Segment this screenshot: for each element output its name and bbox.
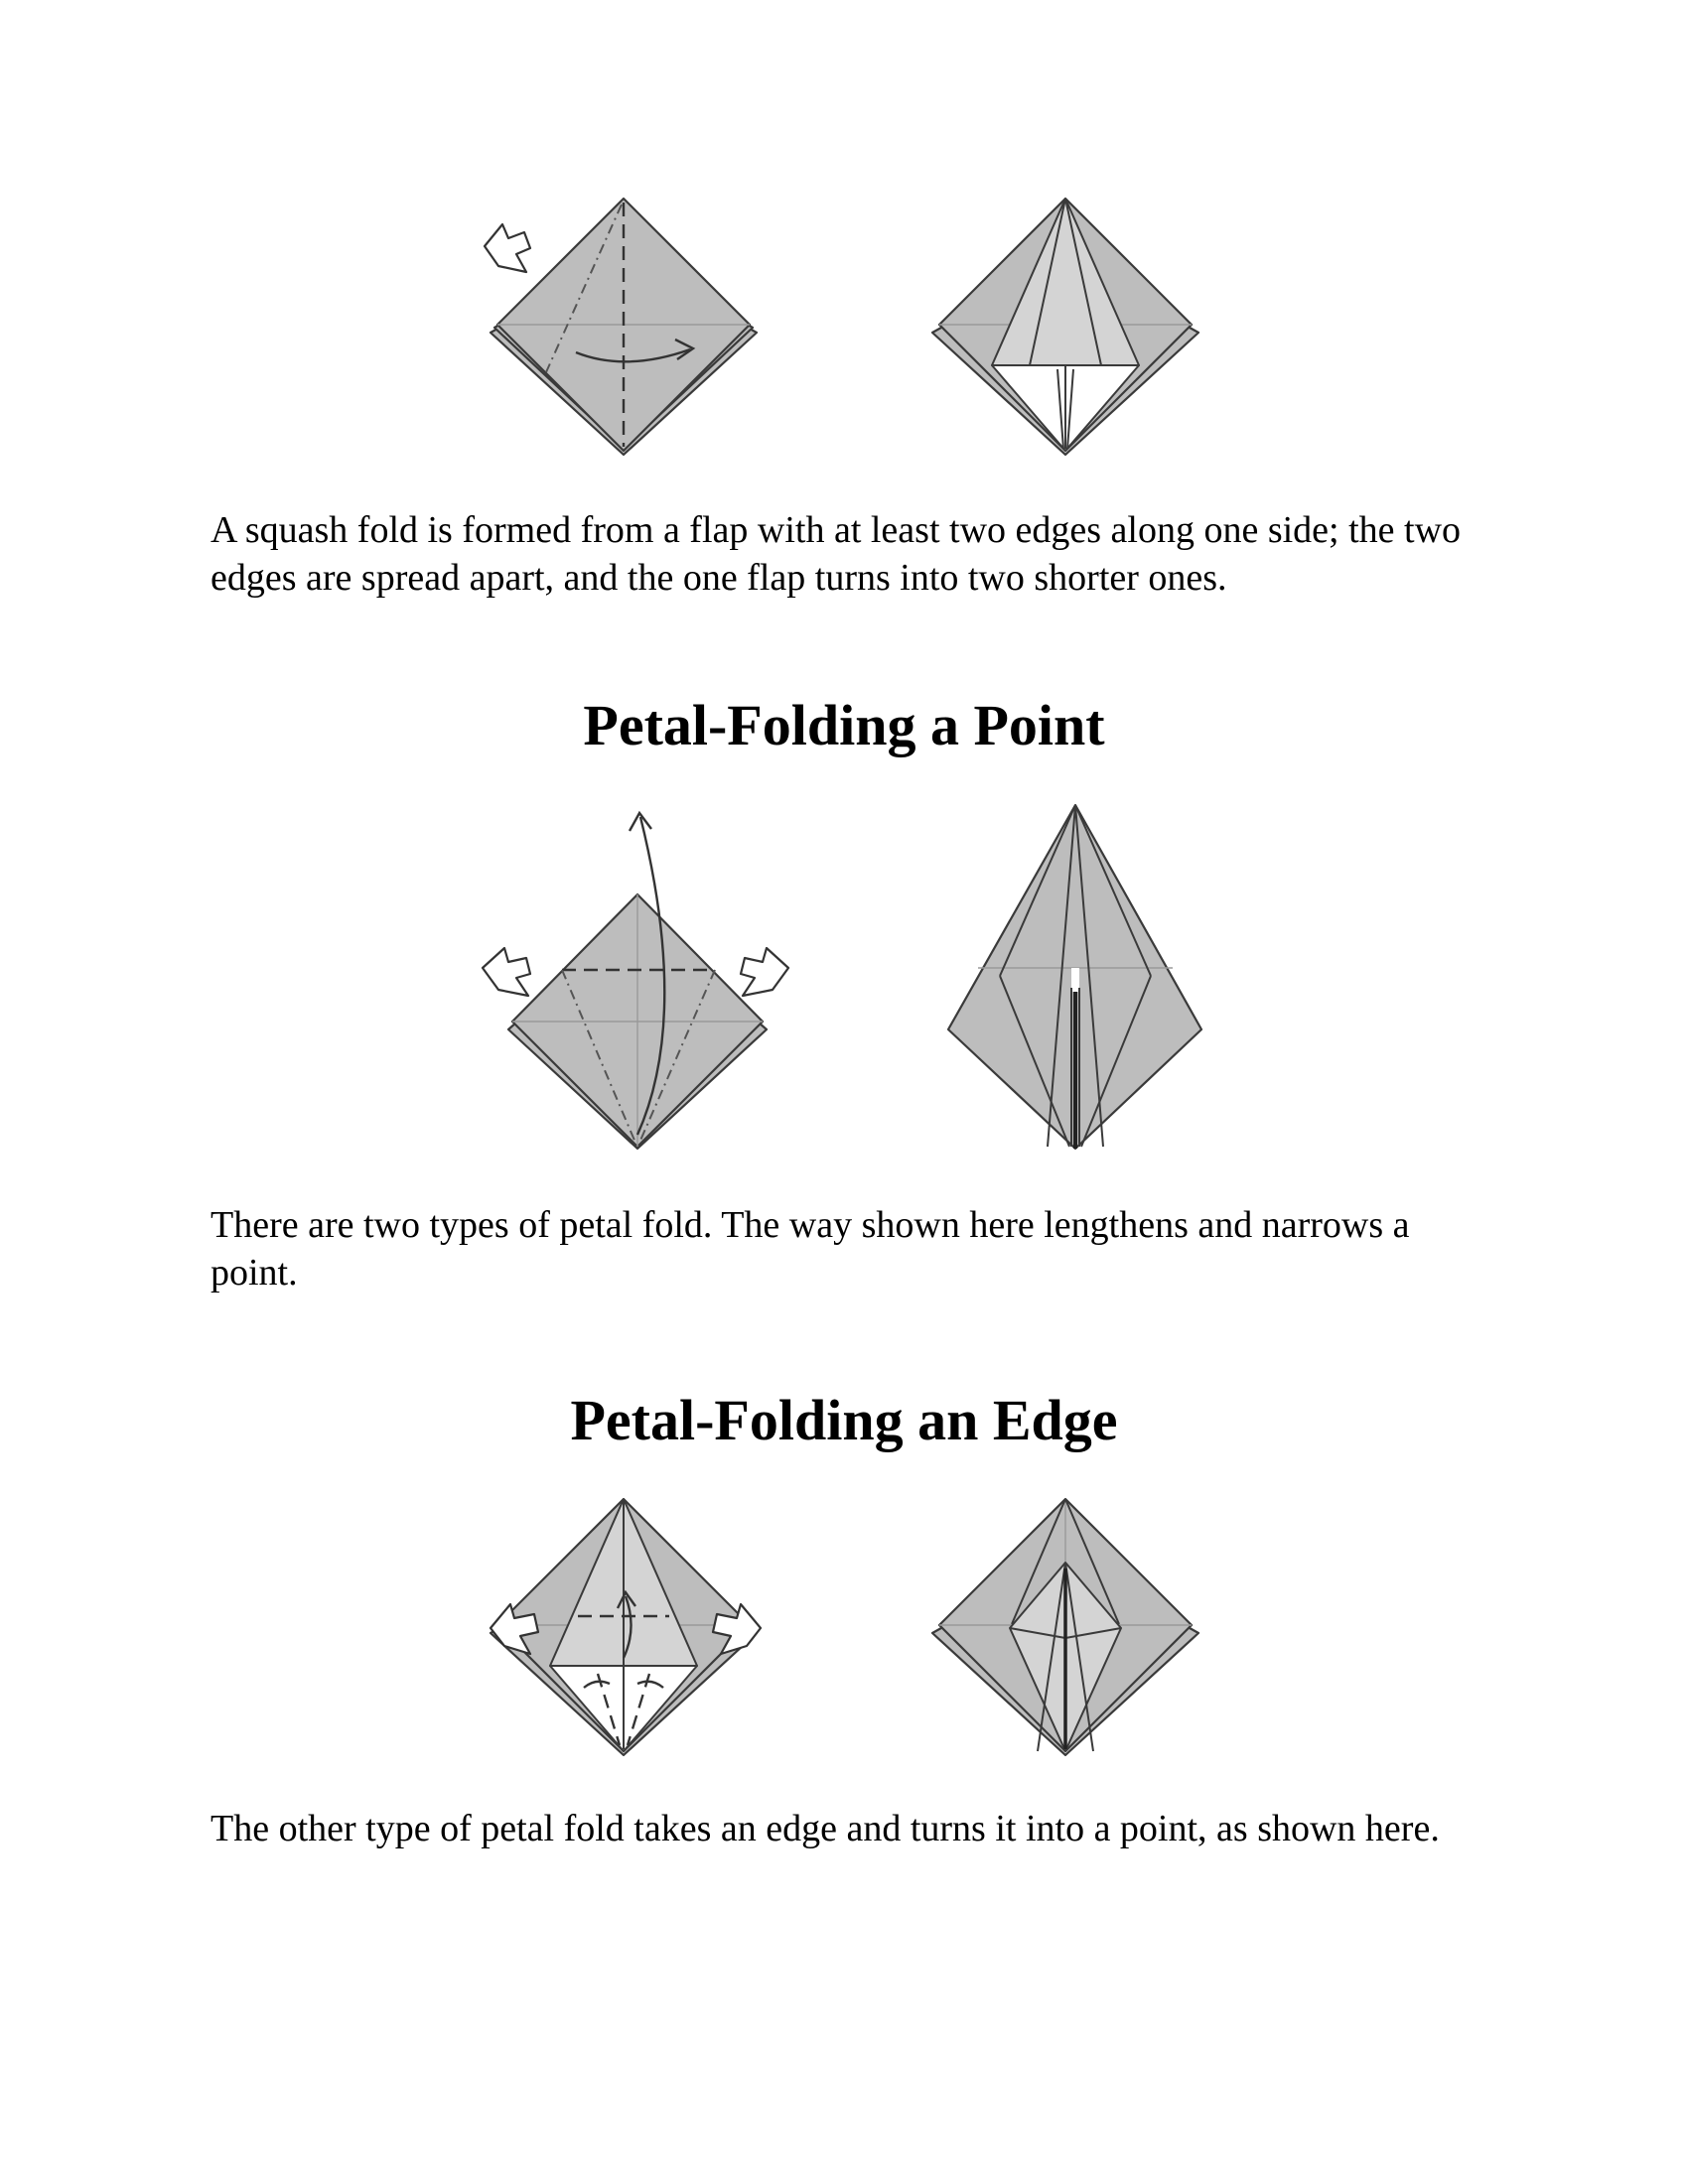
petal-point-after-diagram [938,799,1216,1157]
squash-fold-description: A squash fold is formed from a flap with at least two edges along one side; the two edges are spread apart, and the one flap turns into two shorter ones. [211,509,1462,599]
squash-fold-before-diagram [477,189,774,467]
petal-edge-after-diagram [918,1489,1216,1767]
petal-edge-description: The other type of petal fold takes an edge and turns it into a point, as shown here. [211,1808,1440,1849]
petal-edge-before-diagram [477,1489,774,1767]
left-push-arrow-icon [483,948,530,996]
push-arrow-icon [485,224,530,272]
petal-point-description: There are two types of petal fold. The way shown here lengthens and narrows a point. [211,1204,1410,1294]
petal-point-before-diagram [477,799,794,1157]
petal-point-heading: Petal-Folding a Point [583,693,1105,757]
squash-fold-after-diagram [918,189,1216,467]
right-push-arrow-icon [741,948,788,996]
petal-edge-heading: Petal-Folding an Edge [570,1388,1118,1452]
